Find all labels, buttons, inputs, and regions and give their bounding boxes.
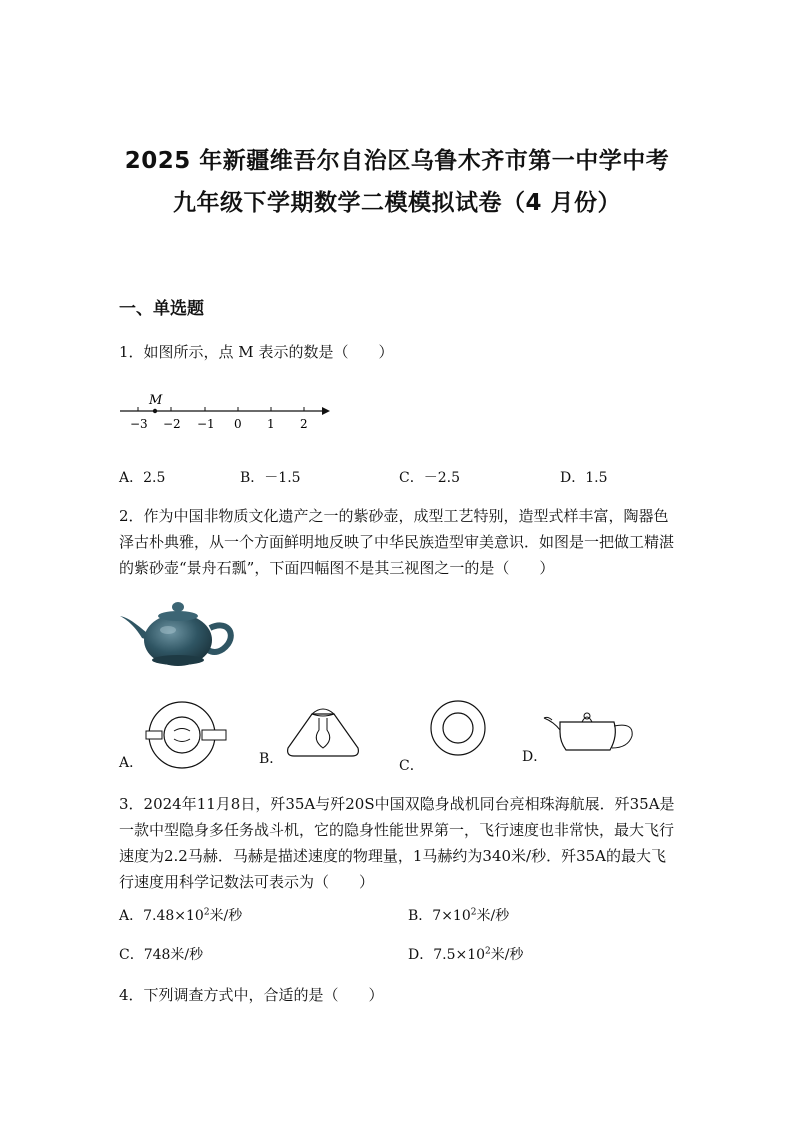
question-2-stem: 2．作为中国非物质文化遗产之一的紫砂壶，成型工艺特别，造型式样丰富，陶器色泽古朴典雅，从一个方面鲜明地反映了中华民族造型审美意识．如图是一把做工精湛的紫砂壶“景舟石瓢”，下面四幅图不是其三视图之一的是（ ）	[119, 507, 675, 577]
tick-label: 1	[267, 417, 275, 431]
document-title-line2: 九年级下学期数学二模模拟试卷（4 月份）	[172, 190, 621, 216]
q3-option-a: A．$7.48\times 10^2$米/秒	[119, 907, 243, 924]
q1-option-d: D．1.5	[560, 470, 608, 486]
q1-option-b: B．－1.5	[240, 470, 301, 486]
number-line-figure	[115, 390, 345, 435]
view-d-label: D．	[522, 749, 548, 765]
tick-label: 0	[234, 417, 242, 431]
tick-label: −1	[197, 417, 215, 431]
view-c-label: C．	[399, 758, 424, 774]
tick-label: 2	[300, 417, 308, 431]
document-title-line1: 2025 年新疆维吾尔自治区乌鲁木齐市第一中学中考	[124, 148, 670, 174]
question-1-stem: 1．如图所示，点 M 表示的数是（ ）	[119, 343, 394, 361]
point-m-label: M	[149, 393, 163, 408]
q3-option-c: C．748米/秒	[119, 947, 204, 963]
q1-option-a: A．2.5	[119, 470, 166, 486]
q1-option-c: C．－2.5	[399, 470, 460, 486]
view-d-figure	[542, 708, 642, 758]
tick-label: −3	[130, 417, 148, 431]
section-heading: 一、单选题	[119, 299, 204, 319]
view-a-figure	[142, 700, 232, 770]
view-a-label: A．	[119, 755, 144, 771]
view-b-figure	[282, 702, 364, 762]
view-c-figure	[420, 700, 496, 760]
tick-label: −2	[163, 417, 181, 431]
question-3-stem: 3．2024年11月8日，歼35A与歼20S中国双隐身战机同台亮相珠海航展．歼35A是一款中型隐身多任务战斗机，它的隐身性能世界第一，飞行速度也非常快，最大飞行速度为2.2马赫．马赫是描述速度的物理量，1马赫约为340米/秒．歼35A的最大飞行速度用科学记数法可表示为（ ）	[119, 795, 675, 891]
view-b-label: B．	[259, 751, 284, 767]
question-4-stem: 4．下列调查方式中，合适的是（ ）	[119, 986, 384, 1004]
q3-option-d: D．$7.5\times 10^2$米/秒	[408, 946, 524, 963]
q3-option-b: B．$7\times 10^2$米/秒	[408, 907, 510, 924]
teapot-photo	[118, 598, 238, 670]
